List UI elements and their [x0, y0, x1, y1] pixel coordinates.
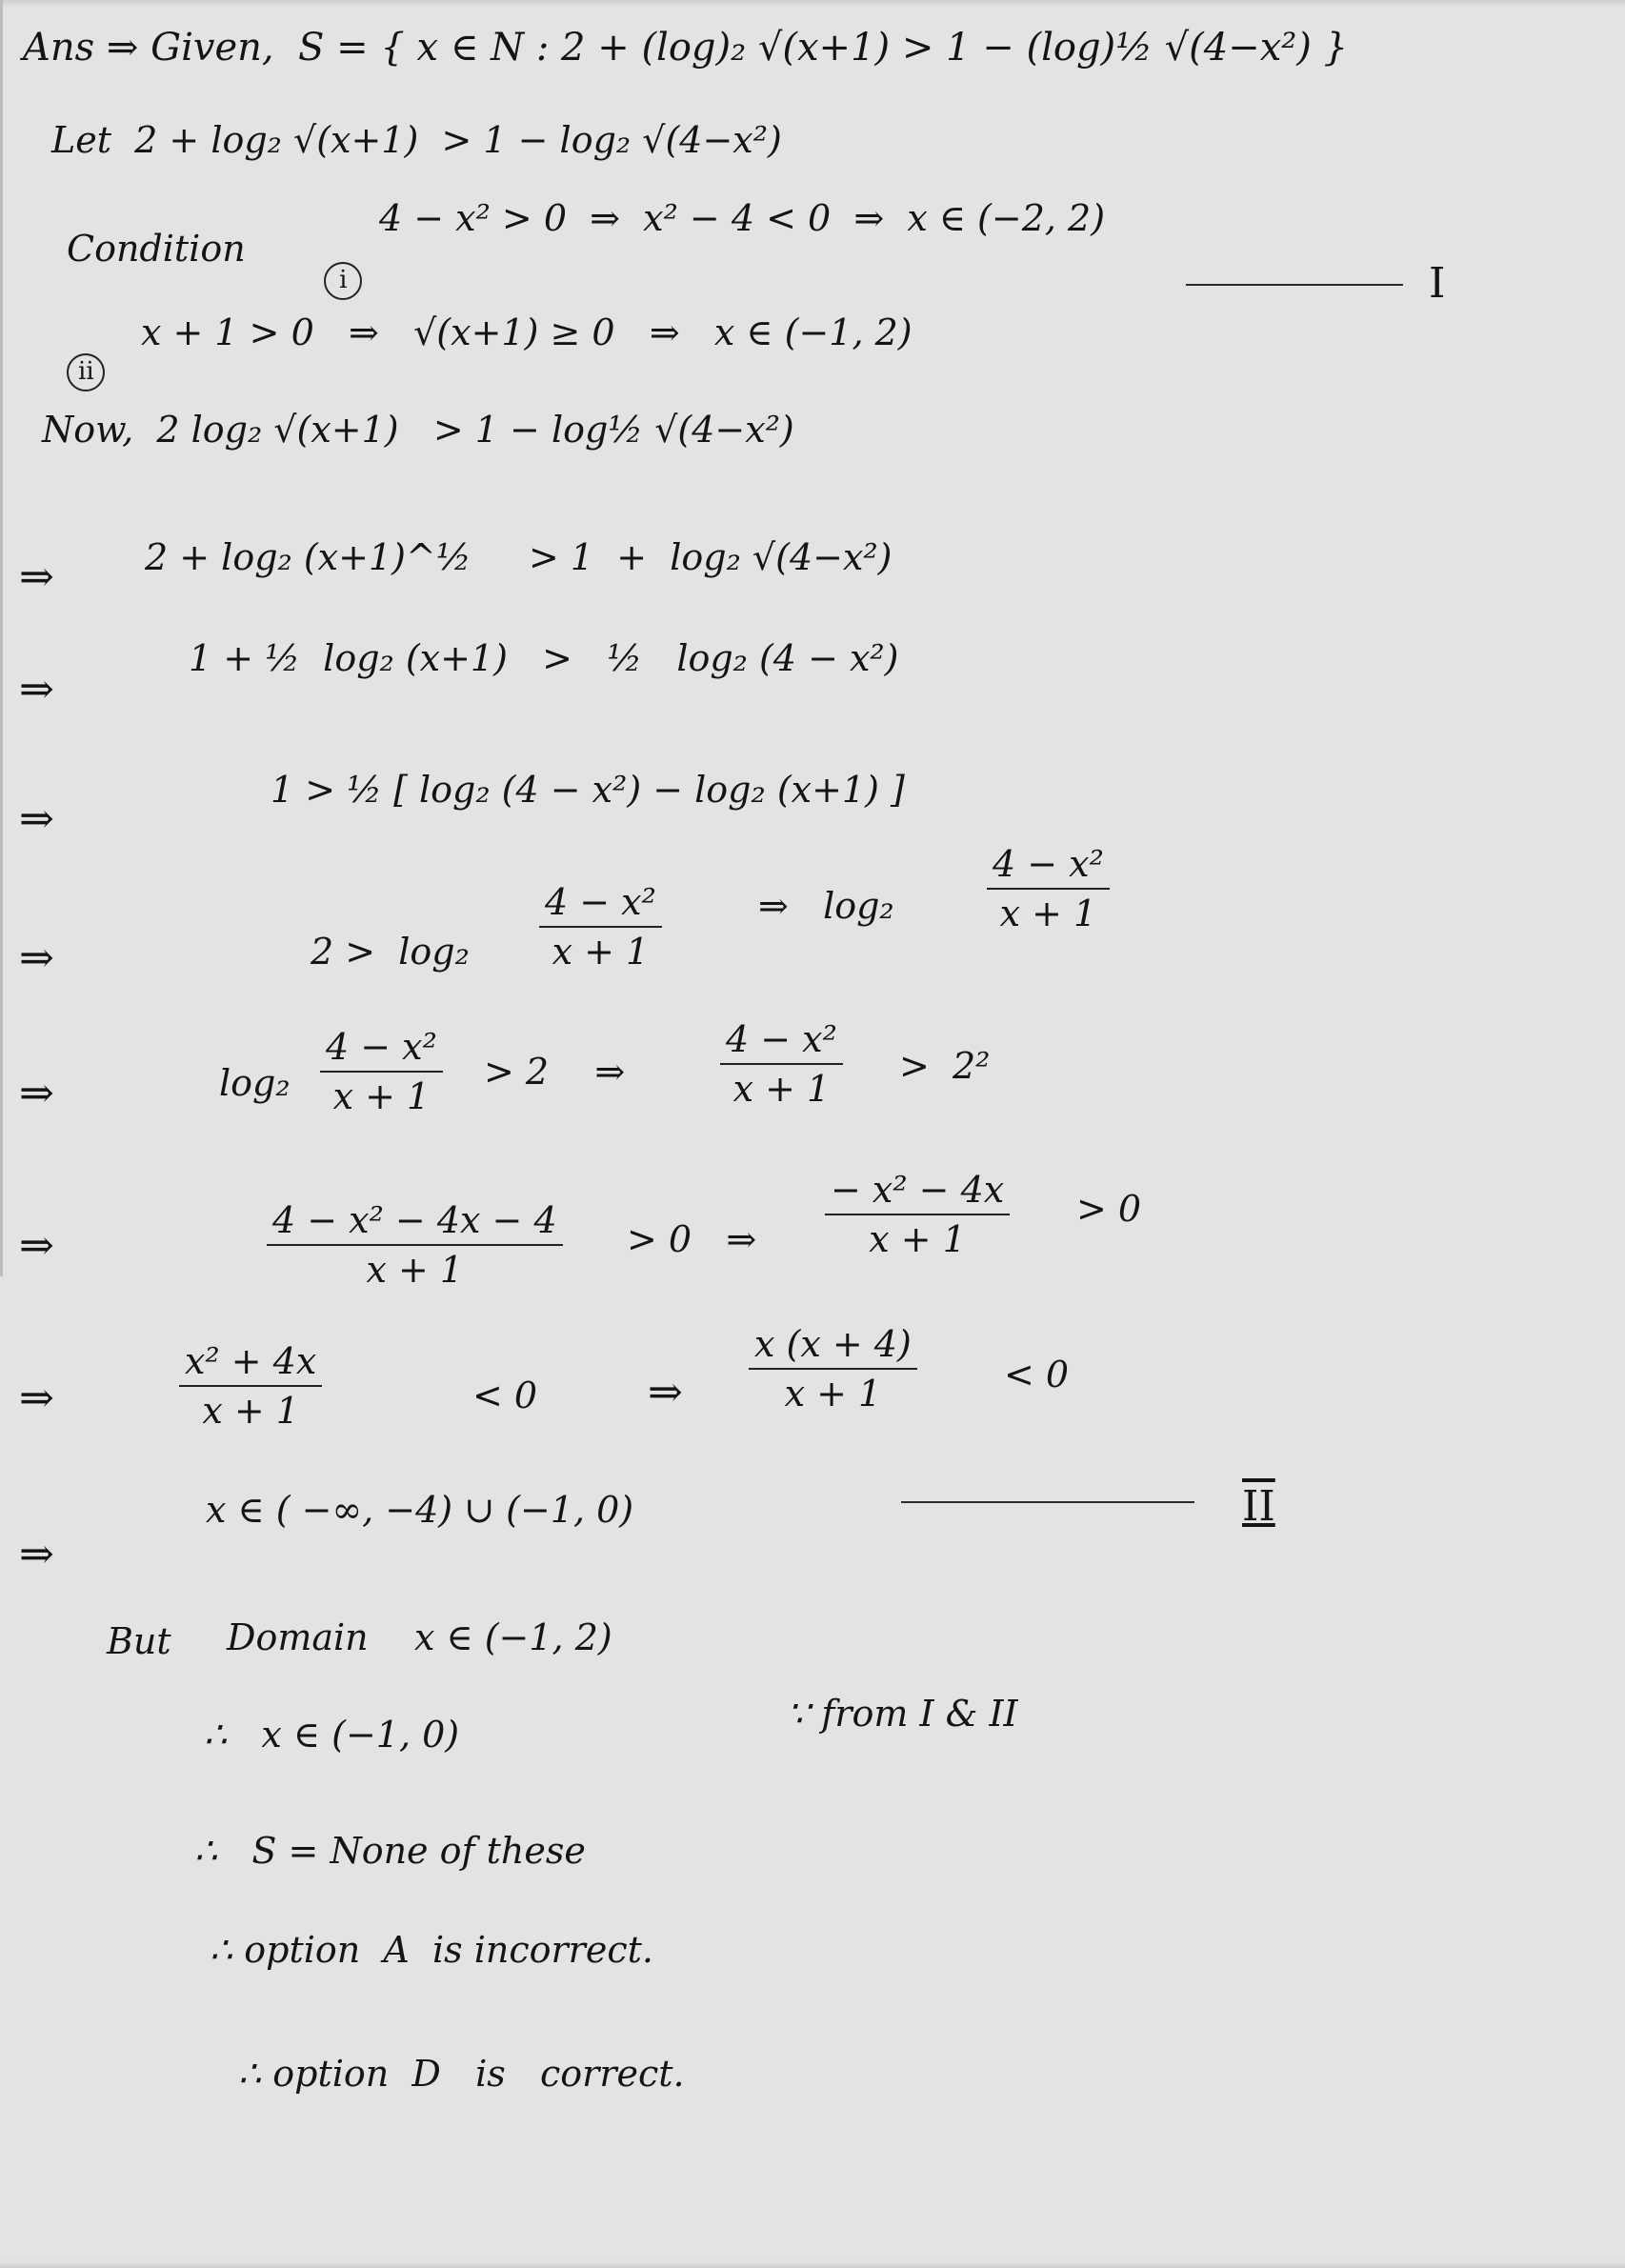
solution-interval: x ∈ ( −∞, −4) ∪ (−1, 0): [206, 1489, 634, 1531]
implies-arrow-1: ⇒: [19, 552, 54, 601]
tag-rule-i: [1186, 284, 1403, 286]
implies-arrow-5: ⇒: [19, 1069, 54, 1117]
step-6-right: > 0: [1076, 1188, 1142, 1230]
fraction-denominator: x + 1: [784, 1373, 882, 1415]
now-line: Now, 2 log₂ √(x+1) > 1 − log½ √(4−x²): [42, 409, 794, 451]
because-note: ∵ from I & II: [787, 1693, 1018, 1735]
option-a-line: ∴ option A is incorrect.: [210, 1929, 653, 1971]
step-7-fraction-2: [749, 1323, 917, 1415]
implies-arrow-6: ⇒: [19, 1221, 54, 1270]
page-bottom-edge: [0, 2262, 1625, 2268]
fraction-denominator: x + 1: [202, 1390, 299, 1432]
step-5-fraction-2: [720, 1018, 843, 1110]
step-4-mid: ⇒ log₂: [758, 885, 894, 927]
fraction-denominator: x + 1: [999, 893, 1097, 934]
step-7-fraction-1: [179, 1340, 322, 1432]
fraction-numerator: − x² − 4x: [831, 1169, 1005, 1211]
fraction-numerator: 4 − x²: [545, 881, 656, 923]
step-7-right: < 0: [1004, 1354, 1070, 1395]
step-1: 2 + log₂ (x+1)^½ > 1 + log₂ √(4−x²): [145, 536, 893, 578]
domain-line: Domain x ∈ (−1, 2): [227, 1616, 612, 1658]
step-6-fraction-1: [267, 1199, 563, 1291]
fraction-numerator: 4 − x²: [993, 843, 1104, 885]
page-left-edge: [0, 0, 3, 1276]
implies-arrow-3: ⇒: [19, 794, 54, 843]
intersection-line: ∴ x ∈ (−1, 0): [204, 1714, 460, 1756]
step-4-left: 2 > log₂: [311, 931, 470, 973]
fraction-numerator: 4 − x²: [326, 1026, 437, 1068]
circled-numeral-i: i: [324, 262, 362, 300]
implies-arrow-7: ⇒: [19, 1374, 54, 1422]
condition-i-body: 4 − x² > 0 ⇒ x² − 4 < 0 ⇒ x ∈ (−2, 2): [379, 197, 1106, 239]
tag-i: I: [1429, 259, 1446, 308]
fraction-numerator: x (x + 4): [754, 1323, 912, 1365]
step-6-fraction-2: [825, 1169, 1010, 1260]
fraction-denominator: x + 1: [552, 931, 650, 973]
option-d-line: ∴ option D is correct.: [238, 2053, 685, 2095]
step-2: 1 + ½ log₂ (x+1) > ½ log₂ (4 − x²): [189, 637, 899, 679]
fraction-denominator: x + 1: [869, 1218, 966, 1260]
fraction-numerator: 4 − x² − 4x − 4: [272, 1199, 557, 1241]
step-3: 1 > ½ [ log₂ (4 − x²) − log₂ (x+1) ]: [271, 769, 905, 811]
step-5-right: > 2²: [899, 1045, 991, 1087]
circled-numeral-ii: ii: [67, 353, 105, 391]
step-6-mid: > 0 ⇒: [627, 1218, 757, 1260]
step-5-fraction-1: [320, 1026, 443, 1117]
step-4-fraction-1: [539, 881, 662, 973]
step-4-fraction-2: [987, 843, 1110, 934]
condition-label: Condition: [67, 228, 246, 270]
implies-arrow-9: ⇒: [19, 1530, 54, 1578]
answer-given-line: Ans ⇒ Given, S = { x ∈ N : 2 + (log)₂ √(x+1) > 1 − (log)½ √(4−x²) }: [23, 26, 1349, 70]
set-result-line: ∴ S = None of these: [194, 1830, 586, 1872]
implies-arrow-2: ⇒: [19, 665, 54, 713]
fraction-denominator: x + 1: [332, 1075, 431, 1117]
implies-arrow-4: ⇒: [19, 933, 54, 982]
fraction-denominator: x + 1: [732, 1068, 831, 1110]
let-line: Let 2 + log₂ √(x+1) > 1 − log₂ √(4−x²): [51, 119, 782, 161]
step-7-mid: < 0: [472, 1375, 538, 1416]
implies-arrow-8: ⇒: [648, 1368, 683, 1416]
fraction-numerator: 4 − x²: [726, 1018, 837, 1060]
condition-ii-body: x + 1 > 0 ⇒ √(x+1) ≥ 0 ⇒ x ∈ (−1, 2): [141, 311, 913, 353]
step-5-mid: > 2 ⇒: [484, 1051, 626, 1093]
tag-rule-ii: [901, 1501, 1194, 1503]
page-top-edge: [0, 0, 1625, 8]
tag-ii: II: [1242, 1482, 1275, 1531]
step-5-left: log₂: [219, 1062, 291, 1104]
fraction-numerator: x² + 4x: [185, 1340, 317, 1382]
but-label: But: [107, 1620, 171, 1662]
fraction-denominator: x + 1: [366, 1249, 464, 1291]
